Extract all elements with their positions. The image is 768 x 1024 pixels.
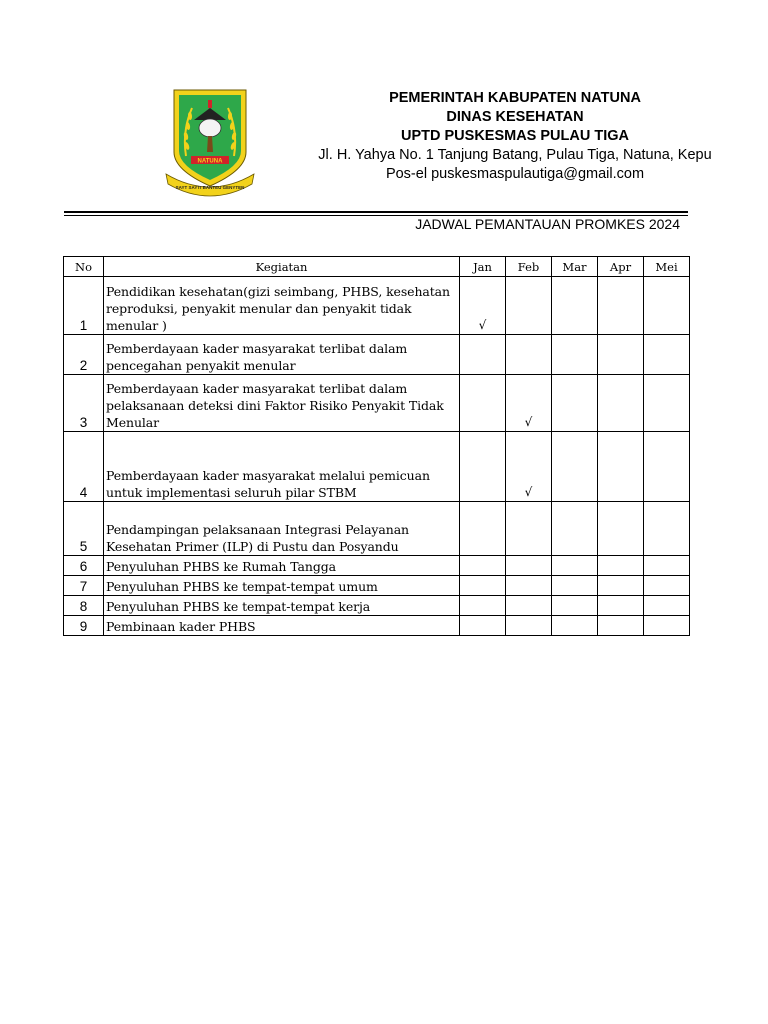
row-mark-mei bbox=[644, 335, 690, 375]
row-mark-mar bbox=[552, 502, 598, 556]
row-mark-feb: √ bbox=[506, 432, 552, 502]
header-month-mei: Mei bbox=[644, 257, 690, 277]
logo-motto-text: SAYT SAYTI BANTEU GENYTEN bbox=[175, 185, 245, 190]
row-mark-mei bbox=[644, 375, 690, 432]
table-row bbox=[64, 432, 690, 502]
row-number: 8 bbox=[64, 596, 104, 616]
row-mark-mei bbox=[644, 432, 690, 502]
row-mark-feb bbox=[506, 502, 552, 556]
letterhead-divider-thick bbox=[64, 211, 688, 213]
department-name: DINAS KESEHATAN bbox=[446, 109, 584, 125]
row-mark-mar bbox=[552, 576, 598, 596]
row-activity: Pemberdayaan kader masyarakat terlibat dalam pencegahan penyakit menular bbox=[104, 335, 460, 375]
row-mark-mei bbox=[644, 616, 690, 636]
header-no: No bbox=[64, 257, 104, 277]
row-mark-jan bbox=[460, 375, 506, 432]
table-row bbox=[64, 277, 690, 335]
row-mark-jan bbox=[460, 432, 506, 502]
row-mark-mar bbox=[552, 616, 598, 636]
letterhead bbox=[260, 89, 768, 184]
row-number: 1 bbox=[64, 277, 104, 335]
shield-emblem-icon bbox=[164, 86, 256, 198]
row-mark-apr bbox=[598, 502, 644, 556]
row-mark-jan bbox=[460, 502, 506, 556]
row-mark-mei bbox=[644, 277, 690, 335]
row-activity: Penyuluhan PHBS ke tempat-tempat kerja bbox=[104, 596, 460, 616]
row-activity: Pemberdayaan kader masyarakat terlibat dalam pelaksanaan deteksi dini Faktor Risiko Penyakit Tidak Menular bbox=[104, 375, 460, 432]
row-mark-feb bbox=[506, 616, 552, 636]
row-mark-apr bbox=[598, 335, 644, 375]
row-activity: Penyuluhan PHBS ke tempat-tempat umum bbox=[104, 576, 460, 596]
natuna-regency-logo bbox=[164, 86, 256, 198]
row-mark-mar bbox=[552, 375, 598, 432]
row-mark-jan bbox=[460, 616, 506, 636]
row-activity: Pendampingan pelaksanaan Integrasi Pelayanan Kesehatan Primer (ILP) di Pustu dan Posyandu bbox=[104, 502, 460, 556]
row-number: 5 bbox=[64, 502, 104, 556]
row-mark-mar bbox=[552, 556, 598, 576]
table-row bbox=[64, 576, 690, 596]
logo-banner-text: NATUNA bbox=[197, 158, 223, 165]
clinic-address: Jl. H. Yahya No. 1 Tanjung Batang, Pulau Tiga, Natuna, Kepu bbox=[318, 147, 712, 163]
government-name: PEMERINTAH KABUPATEN NATUNA bbox=[389, 90, 641, 106]
row-number: 2 bbox=[64, 335, 104, 375]
row-mark-jan bbox=[460, 556, 506, 576]
row-mark-feb bbox=[506, 556, 552, 576]
row-mark-apr bbox=[598, 596, 644, 616]
row-mark-feb bbox=[506, 596, 552, 616]
row-mark-mei bbox=[644, 576, 690, 596]
row-mark-apr bbox=[598, 375, 644, 432]
row-mark-jan bbox=[460, 596, 506, 616]
table-row bbox=[64, 616, 690, 636]
row-mark-apr bbox=[598, 432, 644, 502]
row-number: 4 bbox=[64, 432, 104, 502]
header-month-mar: Mar bbox=[552, 257, 598, 277]
row-number: 7 bbox=[64, 576, 104, 596]
row-number: 6 bbox=[64, 556, 104, 576]
row-mark-jan bbox=[460, 576, 506, 596]
row-activity: Penyuluhan PHBS ke Rumah Tangga bbox=[104, 556, 460, 576]
row-mark-jan: √ bbox=[460, 277, 506, 335]
row-mark-mei bbox=[644, 502, 690, 556]
row-activity: Pemberdayaan kader masyarakat melalui pemicuan untuk implementasi seluruh pilar STBM bbox=[104, 432, 460, 502]
table-row bbox=[64, 502, 690, 556]
table-row bbox=[64, 556, 690, 576]
row-mark-mar bbox=[552, 432, 598, 502]
row-mark-mar bbox=[552, 277, 598, 335]
table-row bbox=[64, 335, 690, 375]
row-mark-feb bbox=[506, 335, 552, 375]
row-number: 9 bbox=[64, 616, 104, 636]
row-mark-apr bbox=[598, 277, 644, 335]
clinic-email: Pos-el puskesmaspulautiga@gmail.com bbox=[385, 166, 645, 182]
row-activity: Pendidikan kesehatan(gizi seimbang, PHBS, kesehatan reproduksi, penyakit menular dan penyakit tidak menular ) bbox=[104, 277, 460, 335]
clinic-name: UPTD PUSKESMAS PULAU TIGA bbox=[401, 128, 629, 144]
row-mark-mar bbox=[552, 596, 598, 616]
row-mark-feb bbox=[506, 576, 552, 596]
row-mark-feb bbox=[506, 277, 552, 335]
schedule-table bbox=[63, 256, 690, 636]
row-mark-mei bbox=[644, 556, 690, 576]
row-activity: Pembinaan kader PHBS bbox=[104, 616, 460, 636]
row-mark-apr bbox=[598, 556, 644, 576]
header-month-feb: Feb bbox=[506, 257, 552, 277]
header-month-jan: Jan bbox=[460, 257, 506, 277]
row-mark-mei bbox=[644, 596, 690, 616]
row-mark-feb: √ bbox=[506, 375, 552, 432]
row-mark-mar bbox=[552, 335, 598, 375]
table-row bbox=[64, 596, 690, 616]
row-mark-jan bbox=[460, 335, 506, 375]
header-activity: Kegiatan bbox=[104, 257, 460, 277]
table-header-row bbox=[64, 257, 690, 277]
document-title: JADWAL PEMANTAUAN PROMKES 2024 bbox=[415, 216, 680, 232]
row-number: 3 bbox=[64, 375, 104, 432]
row-mark-apr bbox=[598, 616, 644, 636]
row-mark-apr bbox=[598, 576, 644, 596]
header-month-apr: Apr bbox=[598, 257, 644, 277]
table-row bbox=[64, 375, 690, 432]
